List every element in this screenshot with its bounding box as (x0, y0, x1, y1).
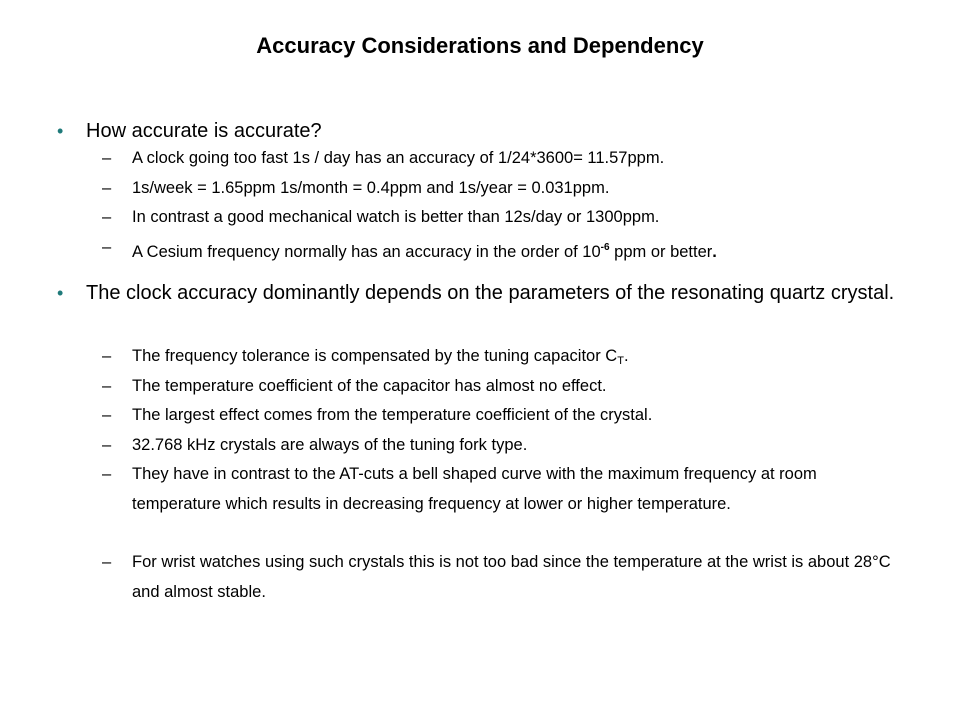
dash-icon: – (102, 179, 112, 197)
dash-icon: – (102, 377, 112, 395)
dash-icon: – (102, 347, 112, 365)
sub-item-text: For wrist watches using such crystals this is not too bad since the temperature at the wrist is about 28°C and almost stable. (132, 553, 891, 601)
sub-item-text: They have in contrast to the AT-cuts a bell shaped curve with the maximum frequency at room temperature which results in decreasing frequency at lower or higher temperature. (132, 465, 817, 513)
sub-item-text-pre: A Cesium frequency normally has an accuracy in the order of 10 (132, 243, 601, 261)
bullet-dot-icon: • (57, 283, 64, 303)
sub-item-2-3 (102, 401, 902, 431)
dash-icon: – (102, 238, 112, 256)
sub-item-text: In contrast a good mechanical watch is better than 12s/day or 1300ppm. (132, 208, 660, 226)
dash-icon: – (102, 406, 112, 424)
dash-icon: – (102, 208, 112, 226)
sub-item-text-post: ppm or better (609, 243, 713, 261)
bullet-2 (57, 276, 916, 310)
sub-item-1-3 (102, 203, 902, 233)
bullet-1 (57, 114, 916, 148)
sub-item-2-5 (102, 460, 902, 519)
sub-item-text-end: . (712, 243, 717, 261)
dash-icon: – (102, 553, 112, 571)
sub-item-1-2 (102, 174, 902, 204)
sub-item-text: 32.768 kHz crystals are always of the tuning fork type. (132, 436, 528, 454)
sub-item-text-pre: The frequency tolerance is compensated by the tuning capacitor C (132, 347, 618, 365)
bullet-1-text: How accurate is accurate? (86, 120, 322, 142)
sub-item-text: The largest effect comes from the temperature coefficient of the crystal. (132, 406, 653, 424)
sub-item-2-2 (102, 372, 902, 402)
dash-icon: – (102, 465, 112, 483)
bullet-dot-icon: • (57, 121, 64, 141)
sub-item-1-4 (102, 233, 902, 268)
sub-item-2-4 (102, 431, 902, 461)
sub-item-text-post: . (623, 347, 629, 365)
dash-icon: – (102, 149, 112, 167)
bullet-2-text: The clock accuracy dominantly depends on the parameters of the resonating quartz crystal. (86, 282, 895, 304)
sub-item-text: 1s/week = 1.65ppm 1s/month = 0.4ppm and 1s/year = 0.031ppm. (132, 179, 610, 197)
sub-item-1-1 (102, 144, 902, 174)
dash-icon: – (102, 436, 112, 454)
sub-item-text: A clock going too fast 1s / day has an accuracy of 1/24*3600= 11.57ppm. (132, 149, 665, 167)
sub-item-text: The temperature coefficient of the capacitor has almost no effect. (132, 377, 607, 395)
sub-item-subscript: T (617, 355, 624, 367)
slide-title: Accuracy Considerations and Dependency (256, 33, 704, 58)
sub-item-2-6 (102, 548, 902, 607)
sub-item-superscript: -6 (600, 242, 610, 253)
